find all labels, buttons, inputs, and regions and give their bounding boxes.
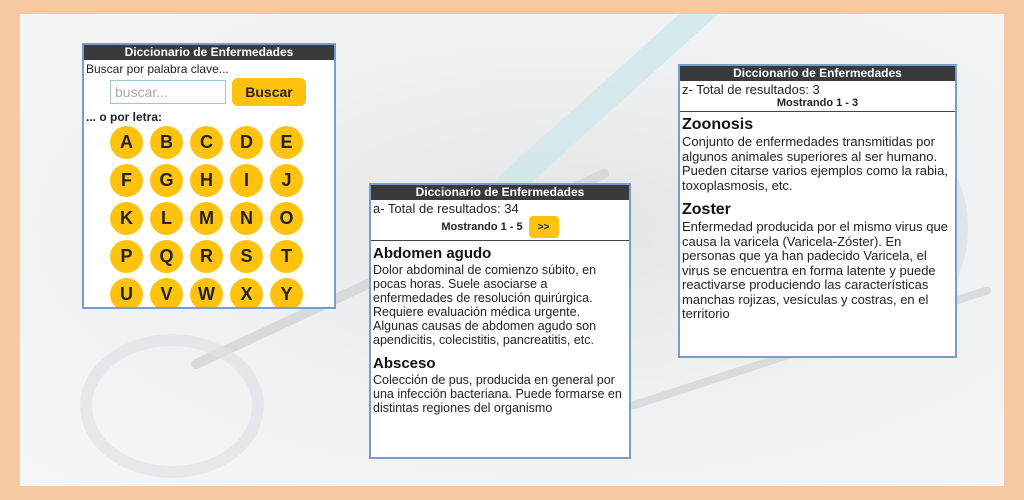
next-page-button[interactable]: >> bbox=[529, 216, 559, 238]
entry-title: Zoster bbox=[682, 201, 731, 218]
letter-button-k[interactable]: K bbox=[110, 202, 143, 235]
letter-button-v[interactable]: V bbox=[150, 278, 183, 309]
letter-button-x[interactable]: X bbox=[230, 278, 263, 309]
search-panel bbox=[82, 43, 336, 309]
letter-button-u[interactable]: U bbox=[110, 278, 143, 309]
letter-button-a[interactable]: A bbox=[110, 126, 143, 159]
scissors-ring-decoration-2 bbox=[80, 334, 264, 478]
letter-button-r[interactable]: R bbox=[190, 240, 223, 273]
pagination bbox=[680, 97, 955, 109]
entry-description: Dolor abdominal de comienzo súbito, en pocas horas. Suele asociarse a enfermedades de resolución quirúrgica. Requiere evaluación médica urgente. Algunas causas de abdomen agudo son apendicitis, colecistitis, pancreatitis, etc. bbox=[373, 263, 597, 347]
entry-description: Colección de pus, producida en general por una infección bacteriana. Puede formarse en distintas regiones del organismo bbox=[373, 373, 622, 415]
letter-button-n[interactable]: N bbox=[230, 202, 263, 235]
divider bbox=[371, 240, 629, 241]
results-panel-a[interactable] bbox=[369, 183, 631, 459]
pagination bbox=[371, 216, 629, 238]
results-range: Mostrando 1 - 3 bbox=[776, 97, 859, 109]
letter-button-i[interactable]: I bbox=[230, 164, 263, 197]
entry[interactable] bbox=[371, 355, 629, 415]
panel-title: Diccionario de Enfermedades bbox=[371, 185, 629, 200]
letter-button-o[interactable]: O bbox=[270, 202, 303, 235]
entry[interactable] bbox=[680, 116, 955, 193]
letter-button-p[interactable]: P bbox=[110, 240, 143, 273]
entry[interactable] bbox=[680, 201, 955, 322]
letter-button-e[interactable]: E bbox=[270, 126, 303, 159]
letter-button-d[interactable]: D bbox=[230, 126, 263, 159]
letter-button-f[interactable]: F bbox=[110, 164, 143, 197]
letter-button-w[interactable]: W bbox=[190, 278, 223, 309]
search-input[interactable] bbox=[110, 80, 226, 104]
entry-description: Enfermedad producida por el mismo virus que causa la varicela (Varicela-Zóster). En personas que ya han padecido Varicela, el virus se encuentra en forma latente y puede reactivarse produciendo las características manchas rojizas, vesículas y costras, en el territorio bbox=[682, 219, 948, 321]
letter-button-q[interactable]: Q bbox=[150, 240, 183, 273]
letter-button-m[interactable]: M bbox=[190, 202, 223, 235]
divider bbox=[680, 111, 955, 112]
letter-button-y[interactable]: Y bbox=[270, 278, 303, 309]
letter-button-h[interactable]: H bbox=[190, 164, 223, 197]
results-total: z- Total de resultados: 3 bbox=[682, 82, 820, 97]
letter-button-s[interactable]: S bbox=[230, 240, 263, 273]
entry[interactable] bbox=[371, 245, 629, 347]
letter-button-c[interactable]: C bbox=[190, 126, 223, 159]
results-total: a- Total de resultados: 34 bbox=[373, 201, 519, 216]
letter-grid bbox=[110, 126, 334, 309]
letter-caption: ... o por letra: bbox=[86, 110, 163, 124]
letter-button-b[interactable]: B bbox=[150, 126, 183, 159]
search-caption: Buscar por palabra clave... bbox=[86, 62, 229, 76]
entry-title: Zoonosis bbox=[682, 116, 754, 133]
search-row bbox=[110, 78, 334, 106]
results-range: Mostrando 1 - 5 bbox=[441, 221, 523, 233]
entry-title: Abdomen agudo bbox=[373, 245, 492, 262]
search-button[interactable]: Buscar bbox=[232, 78, 306, 106]
letter-button-l[interactable]: L bbox=[150, 202, 183, 235]
entry-description: Conjunto de enfermedades transmitidas por algunos animales superiores al ser humano. Pueden citarse varios ejemplos como la rabia, toxoplasmosis, etc. bbox=[682, 134, 948, 193]
entry-title: Absceso bbox=[373, 355, 436, 372]
panel-title: Diccionario de Enfermedades bbox=[84, 45, 334, 60]
letter-button-j[interactable]: J bbox=[270, 164, 303, 197]
letter-button-t[interactable]: T bbox=[270, 240, 303, 273]
results-panel-z[interactable] bbox=[678, 64, 957, 358]
letter-button-g[interactable]: G bbox=[150, 164, 183, 197]
panel-title: Diccionario de Enfermedades bbox=[680, 66, 955, 81]
